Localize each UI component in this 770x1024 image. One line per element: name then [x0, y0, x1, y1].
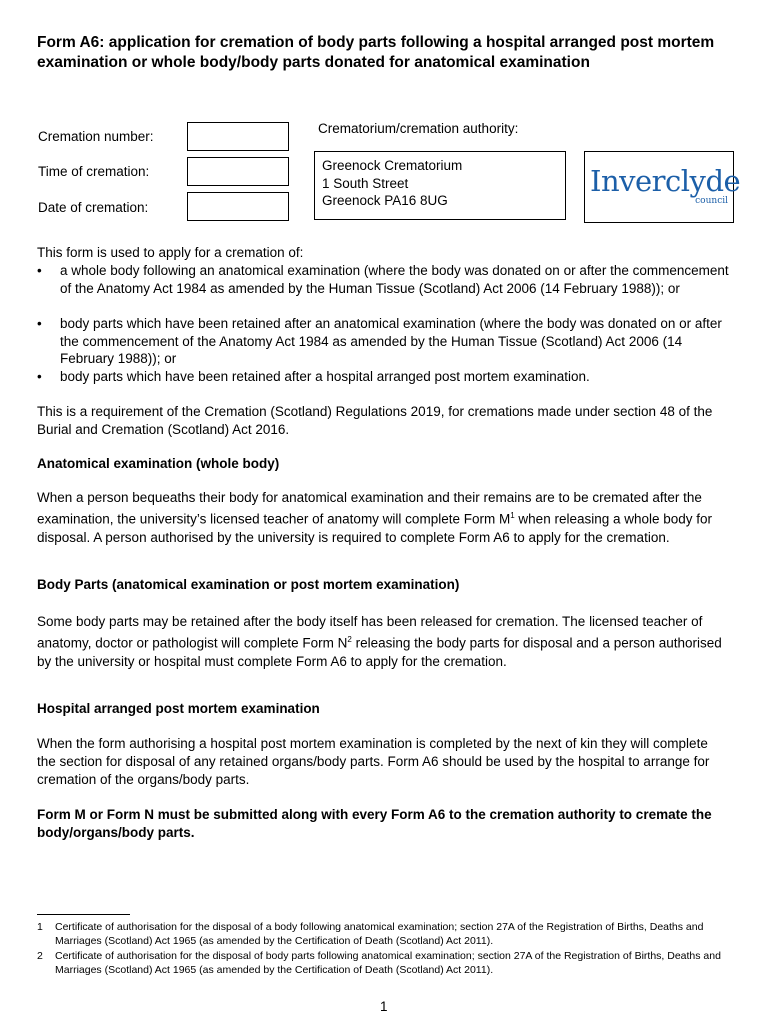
logo-name: Inverclyde: [590, 164, 741, 198]
hospital-text: When the form authorising a hospital post mortem examination is completed by the next of kin they will complete the section for disposal of any retained organs/body parts. Form A6 should be used by the hospital to arrange for cremation of the organs/body parts.: [37, 736, 710, 787]
list-item-text: body parts which have been retained after an anatomical examination (where the body was donated on or after the commencement of the Anatomy Act 1984 as amended by the Human Tissue (Scotland) Act 2006 (14 February 1988)); or: [60, 316, 722, 366]
crematorium-address-box: [314, 151, 566, 220]
anatomical-text: When a person bequeaths their body for anatomical examination and their remains are to be cremated after the examination, the university’s licensed teacher of anatomy will complete Form $M^1$ when releasing a whole body for disposal. A person authorised by the university is required to complete Form A6 to apply for the cremation.: [37, 490, 713, 545]
list-item-text: body parts which have been retained after a hospital arranged post mortem examination.: [60, 369, 590, 384]
list-item: [37, 262, 727, 316]
footnote: 1 Certificate of authorisation for the disposal of a body following anatomical examination; section 27A of the Registration of Births, Deaths and Marriages (Scotland) Act 1965 (as amended by the Certification of Death (Scotland) Act 2011).: [37, 921, 704, 947]
hospital-heading: Hospital arranged post mortem examination: [37, 701, 320, 716]
date-of-cremation-field[interactable]: [187, 192, 289, 221]
logo-sub: council: [695, 196, 728, 206]
footnote: 2 Certificate of authorisation for the disposal of body parts following anatomical examination; section 27A of the Registration of Births, Deaths and Marriages (Scotland) Act 1965 (as amended by the Certification of Death (Scotland) Act 2011).: [37, 950, 721, 976]
bullet-icon: •: [37, 316, 42, 331]
address-line-2: 1 South Street: [322, 176, 409, 191]
cremation-number-label: Cremation number:: [38, 129, 154, 144]
crematorium-authority-label: Crematorium/cremation authority:: [318, 121, 519, 136]
list-item: [37, 368, 727, 386]
list-item: [37, 315, 727, 369]
time-of-cremation-label: Time of cremation:: [38, 164, 150, 179]
page-number: 1: [380, 999, 388, 1014]
address-line-1: Greenock Crematorium: [322, 158, 463, 173]
list-item-text: a whole body following an anatomical examination (where the body was donated on or after the commencement of the Anatomy Act 1984 as amended by the Human Tissue (Scotland) Act 2006 (14 February 1988)); or: [60, 263, 729, 296]
intro-text: This form is used to apply for a cremation of:: [37, 245, 304, 260]
date-of-cremation-label: Date of cremation:: [38, 200, 149, 215]
requirement-text: This is a requirement of the Cremation (Scotland) Regulations 2019, for cremations made under section 48 of the Burial and Cremation (Scotland) Act 2016.: [37, 404, 713, 437]
bullet-icon: •: [37, 263, 42, 278]
submission-notice: Form M or Form N must be submitted along with every Form A6 to the cremation authority to cremate the body/organs/body parts.: [37, 807, 712, 840]
footnote-divider: [37, 914, 130, 915]
time-of-cremation-field[interactable]: [187, 157, 289, 186]
body-parts-heading: Body Parts (anatomical examination or post mortem examination): [37, 577, 460, 592]
bullet-icon: •: [37, 369, 42, 384]
address-line-3: Greenock PA16 8UG: [322, 193, 448, 208]
cremation-number-field[interactable]: [187, 122, 289, 151]
inverclyde-council-logo: [584, 151, 741, 223]
body-parts-text: Some body parts may be retained after the body itself has been released for cremation. The licensed teacher of anatomy, doctor or pathologist will complete Form $N^2$ releasing the body parts for disposal and a person authorised by the university or hospital must complete Form A6 to apply for the cremation.: [37, 614, 722, 669]
page-title: Form A6: application for cremation of body parts following a hospital arranged post mortem examination or whole body/body parts donated for anatomical examination: [37, 34, 715, 71]
anatomical-heading: Anatomical examination (whole body): [37, 456, 280, 471]
